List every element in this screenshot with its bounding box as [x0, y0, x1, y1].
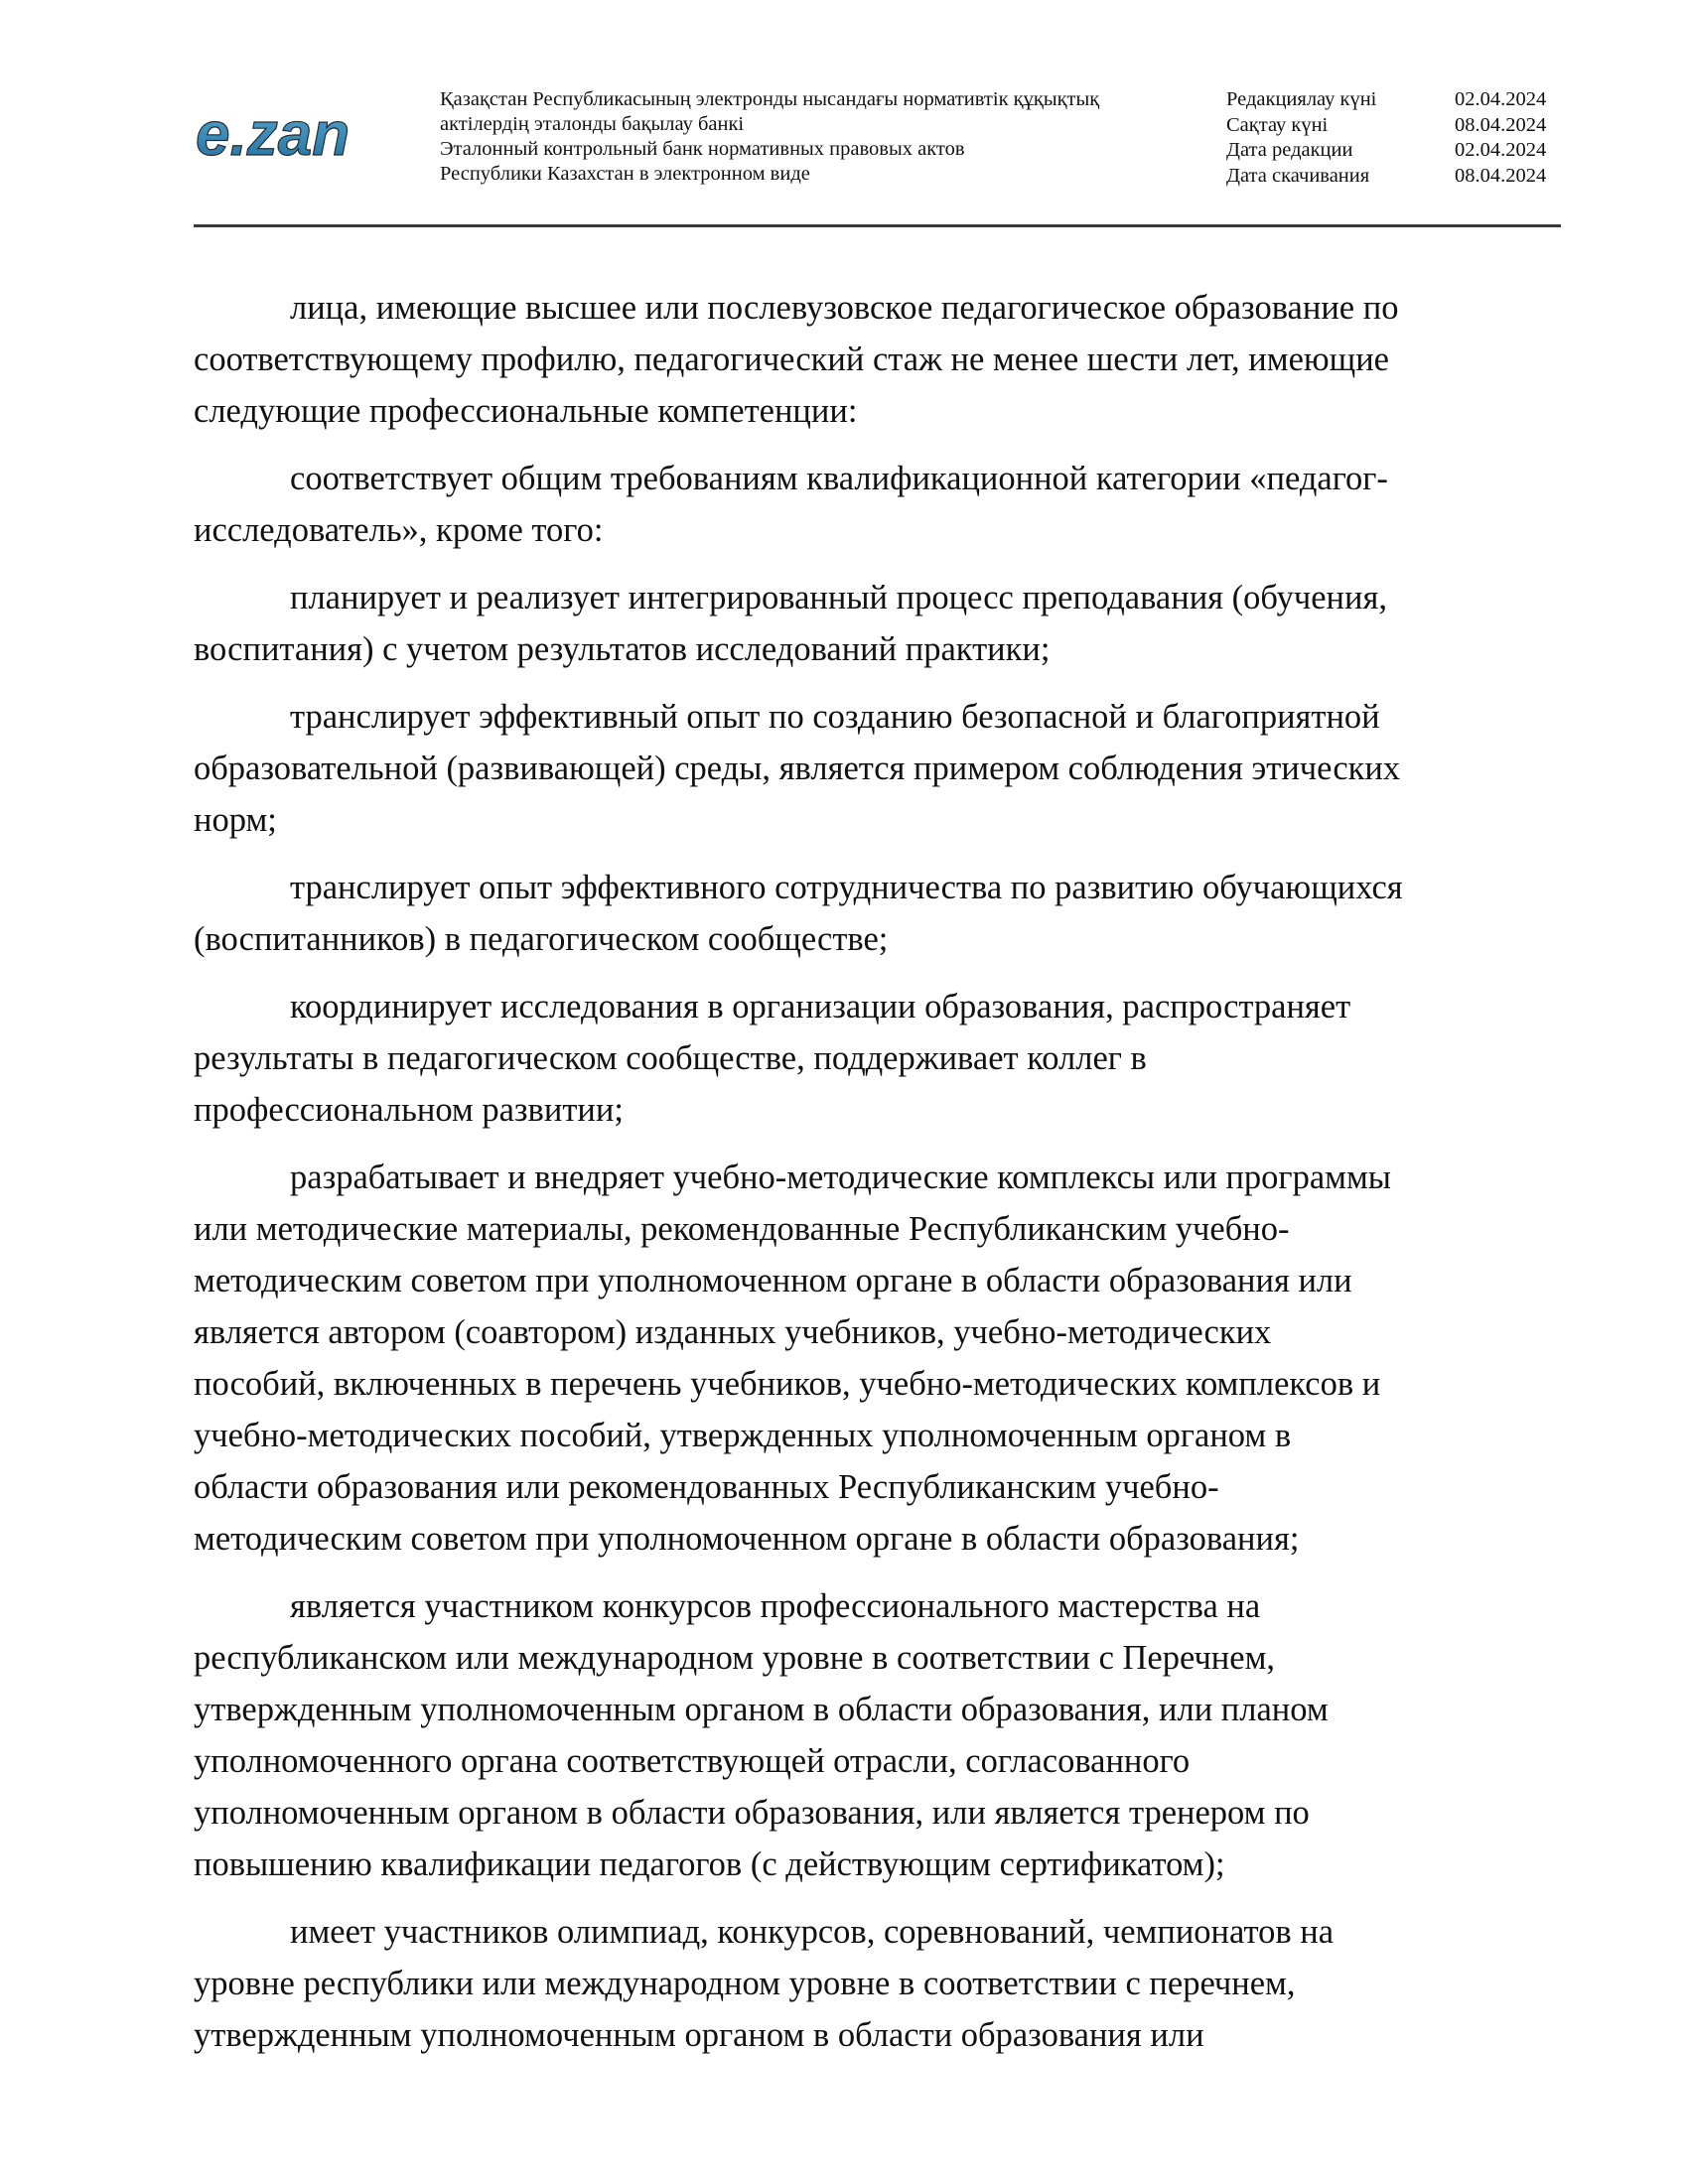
- paragraph-line: следующие профессиональные компетенции:: [194, 392, 858, 430]
- document-header: [194, 83, 1559, 222]
- paragraph: [194, 572, 1564, 675]
- meta-row-download-date-ru: [1226, 164, 1559, 190]
- paragraph-line: пособий, включенных в перечень учебников, учебно-методических комплексов и: [194, 1365, 1381, 1403]
- paragraph-line: повышению квалификации педагогов (с действующим сертификатом);: [194, 1845, 1225, 1883]
- header-title-line: Республики Казахстан в электронном виде: [440, 163, 810, 185]
- paragraph: [194, 453, 1564, 556]
- paragraph-line: соответствует общим требованиям квалификационной категории «педагог-: [290, 460, 1388, 497]
- paragraph-line: норм;: [194, 801, 277, 839]
- paragraph-line: воспитания) с учетом результатов исследований практики;: [194, 630, 1051, 668]
- meta-value: 02.04.2024: [1455, 139, 1547, 161]
- paragraph: [194, 282, 1564, 437]
- meta-label: Дата скачивания: [1226, 164, 1370, 187]
- paragraph: [194, 691, 1564, 846]
- paragraph: [194, 1906, 1564, 2061]
- logo-text: e.zan: [196, 101, 351, 169]
- paragraph-line: республиканском или международном уровне в соответствии с Перечнем,: [194, 1639, 1276, 1677]
- paragraph-line: лица, имеющие высшее или послевузовское педагогическое образование по: [290, 289, 1399, 327]
- header-title-line: актілердің эталонды бақылау банкі: [440, 113, 745, 135]
- paragraph-line: уровне республики или международном уровне в соответствии с перечнем,: [194, 1965, 1296, 2002]
- paragraph-line: является участником конкурсов профессионального мастерства на: [290, 1587, 1261, 1625]
- meta-value: 08.04.2024: [1455, 113, 1547, 136]
- ezan-logo: [194, 101, 392, 171]
- meta-row-edit-date-kz: [1226, 87, 1559, 113]
- meta-label: Сақтау күні: [1226, 113, 1329, 136]
- paragraph-line: утвержденным уполномоченным органом в области образования или: [194, 2016, 1204, 2054]
- paragraph-line: утвержденным уполномоченным органом в области образования, или планом: [194, 1691, 1329, 1728]
- paragraph: [194, 862, 1564, 965]
- meta-value: 08.04.2024: [1455, 164, 1547, 187]
- paragraph: [194, 1580, 1564, 1890]
- paragraph-line: профессиональном развитии;: [194, 1091, 624, 1129]
- paragraph-line: соответствующему профилю, педагогический стаж не менее шести лет, имеющие: [194, 341, 1389, 378]
- paragraph-line: планирует и реализует интегрированный процесс преподавания (обучения,: [290, 579, 1387, 616]
- paragraph-line: координирует исследования в организации образования, распространяет: [290, 988, 1351, 1025]
- paragraph-line: (воспитанников) в педагогическом сообществе;: [194, 920, 889, 958]
- paragraph-line: уполномоченным органом в области образования, или является тренером по: [194, 1794, 1310, 1832]
- paragraph-line: разрабатывает и внедряет учебно-методические комплексы или программы: [290, 1159, 1391, 1196]
- paragraph: [194, 1152, 1564, 1565]
- header-titles: [440, 87, 1214, 187]
- meta-label: Дата редакции: [1226, 139, 1353, 161]
- ezan-logo-graphic: [194, 101, 392, 171]
- paragraph-line: транслирует опыт эффективного сотрудничества по развитию обучающихся: [290, 869, 1403, 906]
- paragraph-line: методическим советом при уполномоченном органе в области образования или: [194, 1262, 1352, 1299]
- meta-row-edit-date-ru: [1226, 138, 1559, 164]
- paragraph-line: образовательной (развивающей) среды, является примером соблюдения этических: [194, 750, 1401, 787]
- paragraph-line: области образования или рекомендованных Республиканским учебно-: [194, 1468, 1219, 1506]
- paragraph-line: исследователь», кроме того:: [194, 511, 604, 549]
- paragraph-line: результаты в педагогическом сообществе, поддерживает коллег в: [194, 1039, 1147, 1077]
- paragraph-line: имеет участников олимпиад, конкурсов, соревнований, чемпионатов на: [290, 1913, 1335, 1951]
- header-divider: [194, 224, 1561, 227]
- meta-label: Редакциялау күні: [1226, 88, 1377, 110]
- paragraph-line: или методические материалы, рекомендованные Республиканским учебно-: [194, 1210, 1290, 1248]
- paragraph-line: является автором (соавтором) изданных учебников, учебно-методических: [194, 1313, 1272, 1351]
- header-meta: [1226, 87, 1559, 189]
- paragraph-line: учебно-методических пособий, утвержденных уполномоченным органом в: [194, 1417, 1292, 1454]
- paragraph-line: транслирует эффективный опыт по созданию безопасной и благоприятной: [290, 698, 1380, 736]
- header-title-line: Эталонный контрольный банк нормативных правовых актов: [440, 138, 965, 160]
- header-title-line: Қазақстан Республикасының электронды нысандағы нормативтік құқықтық: [440, 88, 1100, 110]
- paragraph: [194, 981, 1564, 1136]
- paragraph-line: уполномоченного органа соответствующей отрасли, согласованного: [194, 1742, 1191, 1780]
- meta-row-save-date-kz: [1226, 113, 1559, 139]
- paragraph-line: методическим советом при уполномоченном органе в области образования;: [194, 1520, 1300, 1558]
- document-body: [194, 282, 1564, 2077]
- meta-value: 02.04.2024: [1455, 88, 1547, 110]
